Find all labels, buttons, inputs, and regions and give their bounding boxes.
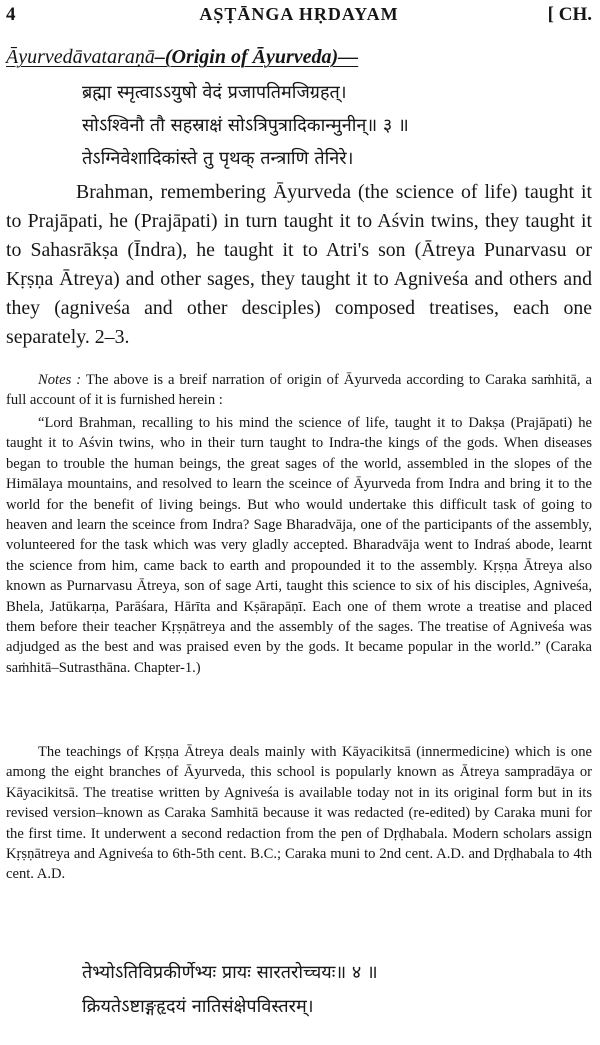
verse-line-1: ब्रह्मा स्मृत्वाऽऽयुषो वेदं प्रजापतिमजिग्रहत्। <box>82 82 347 103</box>
chapter-marker: [ CH. <box>547 4 592 25</box>
verse-line-2: सोऽश्विनौ तौ सहस्राक्षं सोऽत्रिपुत्रादिकान्मुनीन्॥ ३ ॥ <box>82 115 409 136</box>
section-heading <box>6 46 358 69</box>
notes-label: Notes : <box>38 372 82 388</box>
notes-intro: The above is a breif narration of origin of Āyurveda according to Caraka saṁhitā, a full account of it is furnished herein : <box>6 372 592 409</box>
verse-line-3: तेऽग्निवेशादिकांस्ते तु पृथक् तन्त्राणि तेनिरे। <box>82 148 354 169</box>
notes-teachings-paragraph: The teachings of Kṛṣṇa Ātreya deals mainly with Kāyacikitsā (innermedicine) which is one among the eight branches of Āyurveda, this school is popularly known as Ātreya sampradāya or Kāyacikitsā. The treatise written by Agniveśa is available today not in its original form but in its revised version–known as Caraka Samhitā because it was redacted (re-edited) by Caraka muni for the first time. It underwent a second redaction from the pen of Dṛḍhabala. Modern scholars assign Kṛṣṇātreya and Agniveśa to 6th-5th cent. B.C.; Caraka muni to 2nd cent. A.D. and Dṛḍhabala to 4th cent. A.D. <box>6 744 592 883</box>
translation-paragraph: Brahman, remembering Āyurveda (the science of life) taught it to Prajāpati, he (Prajāpati) in turn taught it to Aśvin twins, they taught it to Sahasrākṣa (Īndra), he taught it to Atri's son (Ātreya Punarvasu or Kṛṣṇa Ātreya) and other sages, they taught it to Agniveśa and others and they (agniveśa and other desciples) composed treatises, each one separately. 2–3. <box>6 181 592 348</box>
book-title: AṢṬĀNGA HṚDAYAM <box>199 4 399 24</box>
page-number: 4 <box>6 4 16 25</box>
notes-intro-paragraph <box>6 370 592 411</box>
verse-line-4: तेभ्योऽतिविप्रकीर्णेभ्यः प्रायः सारतरोच्चयः॥ ४ ॥ <box>82 962 378 983</box>
verse-line-5: क्रियतेऽष्टाङ्गहृदयं नातिसंक्षेपविस्तरम्। <box>82 996 314 1017</box>
heading-sanskrit: Āyurvedāvataraṇā <box>6 46 155 68</box>
heading-english: –(Origin of Āyurveda)— <box>154 46 359 68</box>
running-header <box>6 2 592 28</box>
notes-quote-paragraph: “Lord Brahman, recalling to his mind the science of life, taught it to Dakṣa (Prajāpati) he taught it to Aśvin twins, who in their turn taught to Indra-the kings of the gods. When diseases began to trouble the human beings, the great sages of the world, assembled in the slopes of the Himālaya mountains, and resolved to learn the sceince of Āyurveda from Indra and bring it to the world for the benefit of living beings. But who would undertake this difficult task of going to heaven and learn the sceince from Indra? Sage Bharadvāja, one of the participants of the assembly, volunteered for the task which was very gladly accepted. Bharadvāja went to Indraś abode, learnt the science from him, came back to earth and propounded it to the assembly. Kṛṣṇa Ātreya also known as Purnarvasu Ātreya, son of sage Arti, taught this science to six of his disciples, Agniveśa, Bhela, Jatūkarṇa, Parāśara, Hārīta and Kṣārapāṇī. Each one of them wrote a treatise and placed them before their teacher Kṛṣṇātreya and the assembly of the sages. The treatise of Agniveśa was adjudged as the best and was praised even by the gods. It became popular in the world.” (Caraka saṁhitā–Sutrasthāna. Chapter-1.) <box>6 415 592 676</box>
